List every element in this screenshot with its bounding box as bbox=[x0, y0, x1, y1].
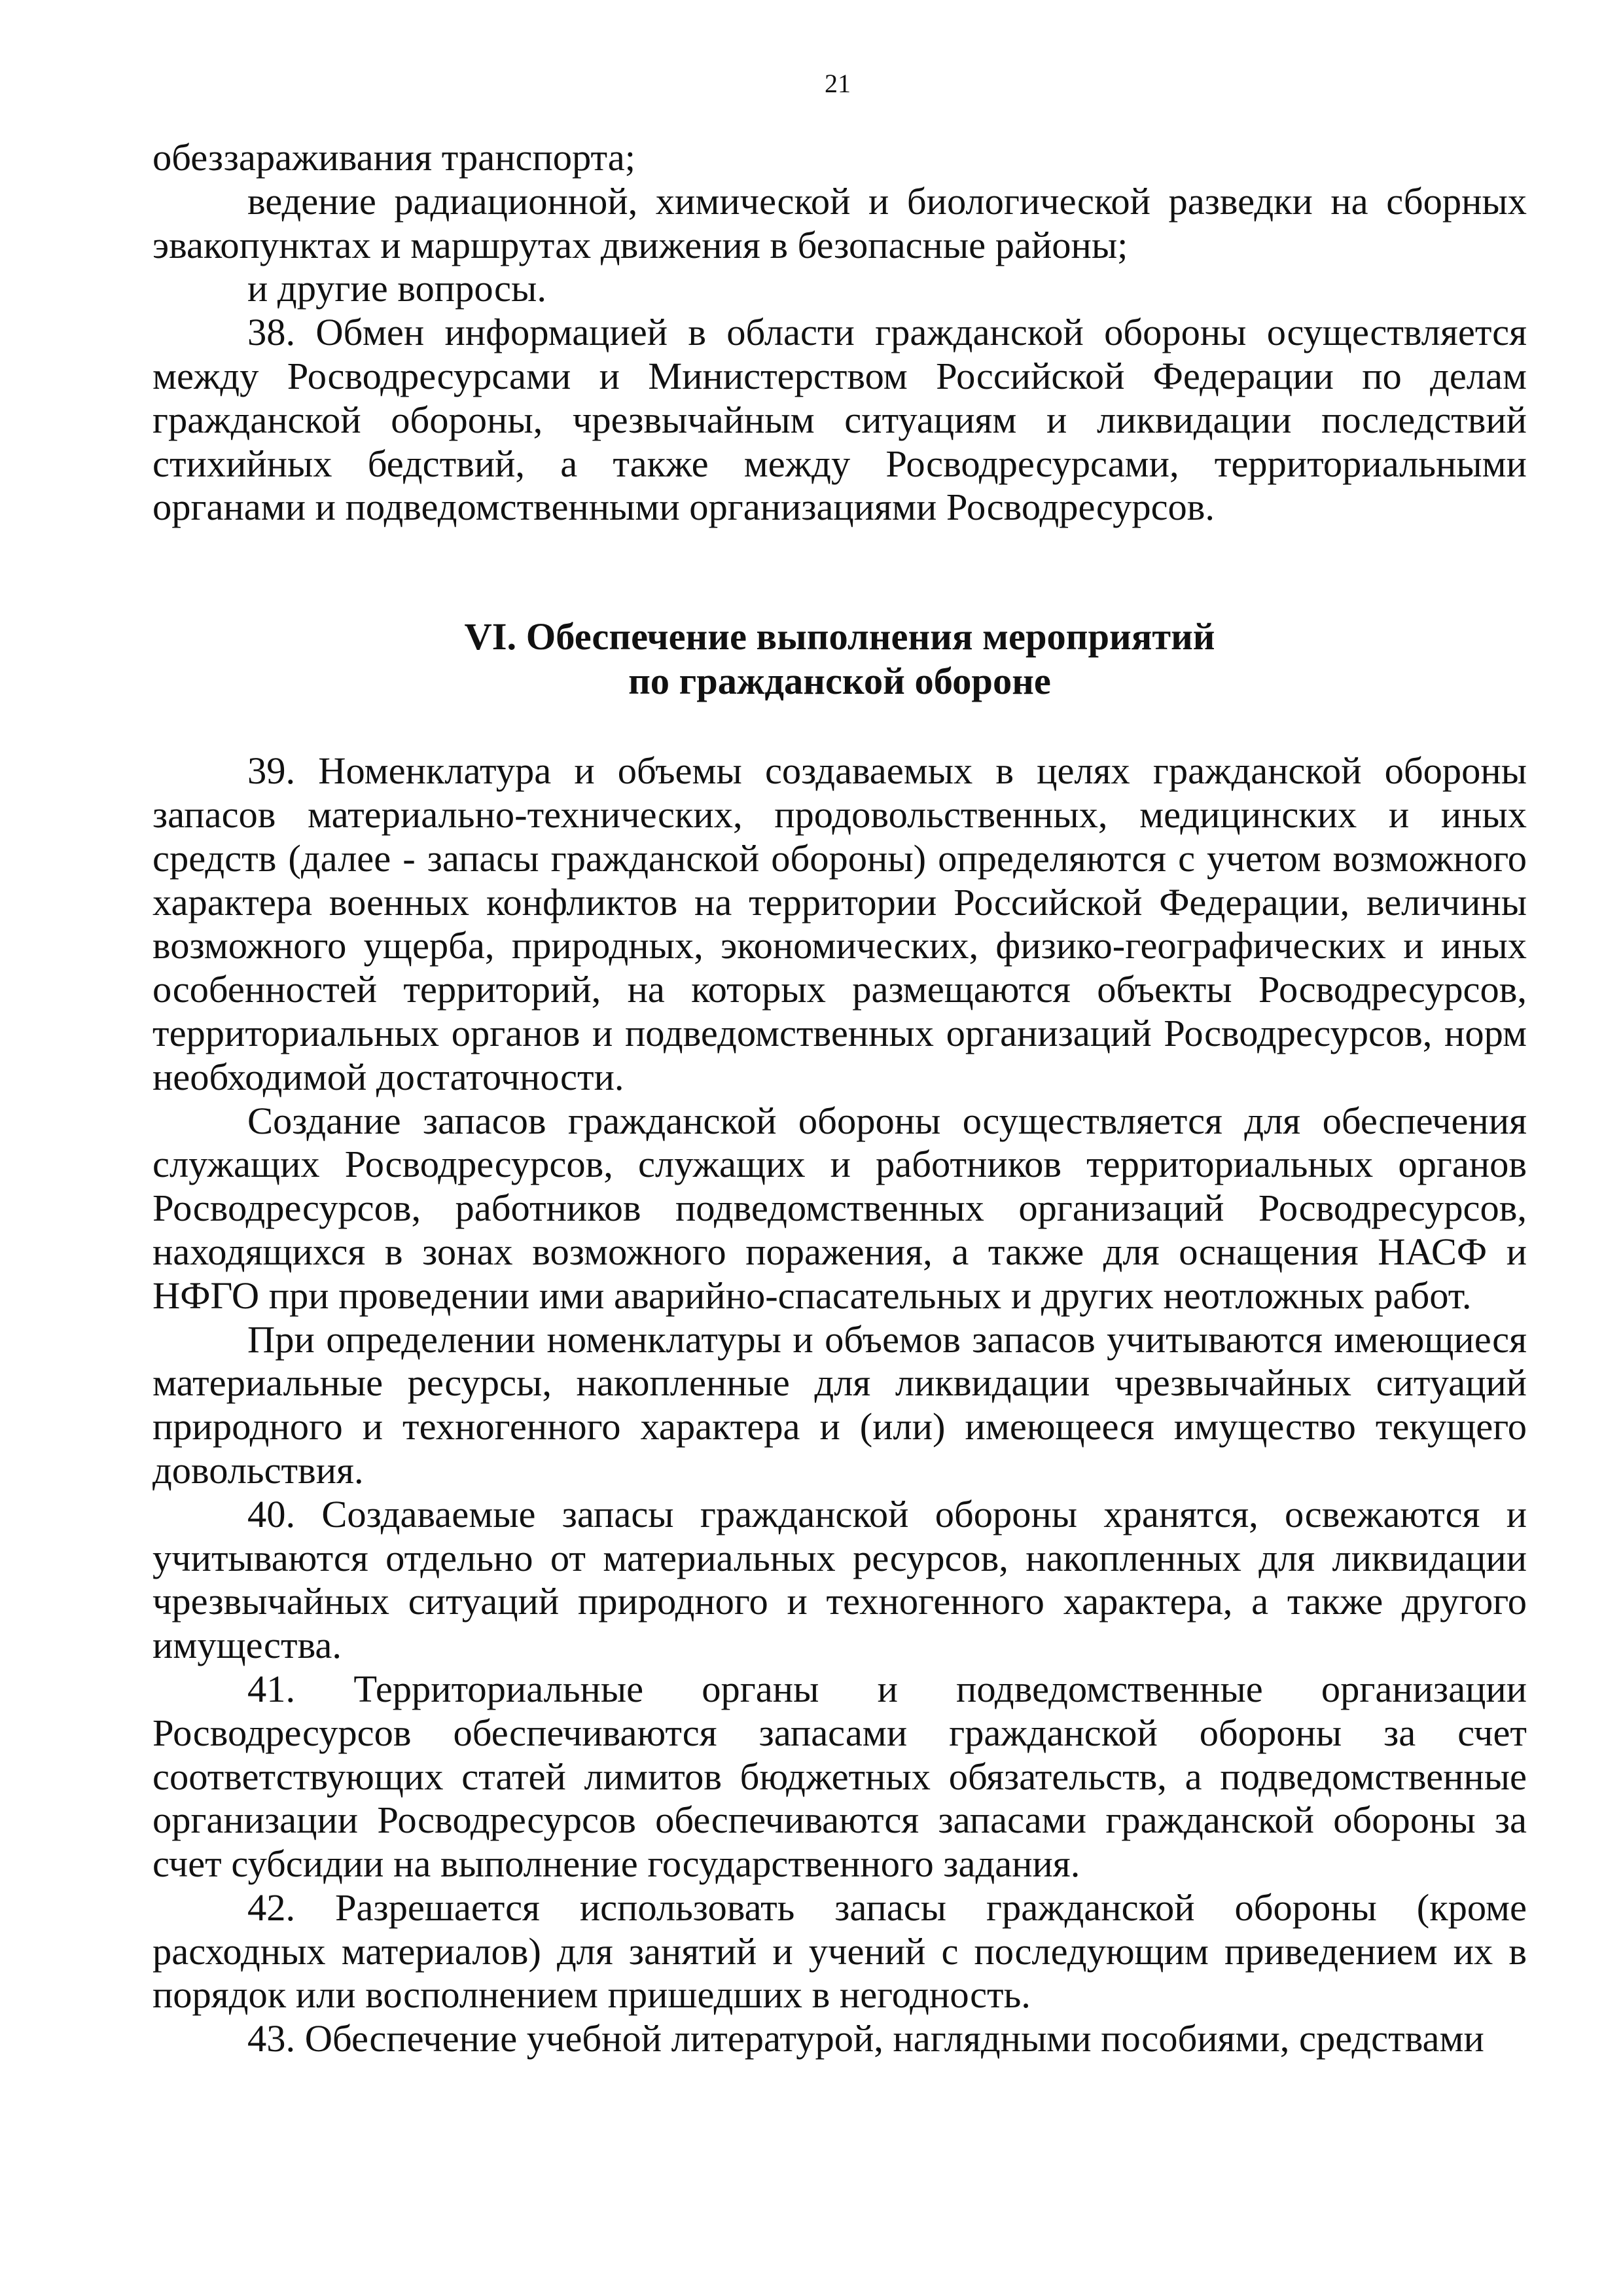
section-heading bbox=[152, 615, 1527, 704]
paragraph-40: 40. Создаваемые запасы гражданской обороны хранятся, освежаются и учитываются отдельно от материальных ресурсов, накопленных для ликвидации чрезвычайных ситуаций природного и техногенного характера, а также другого имущества. bbox=[152, 1492, 1527, 1667]
paragraph-39-creation: Создание запасов гражданской обороны осуществляется для обеспечения служащих Росводресурсов, служащих и работников территориальных органов Росводресурсов, работников подведомственных организаций Росводресурсов, находящихся в зонах возможного поражения, а также для оснащения НАСФ и НФГО при проведении ими аварийно-спасательных и других неотложных работ. bbox=[152, 1099, 1527, 1317]
document-body bbox=[152, 136, 1527, 2061]
paragraph-43: 43. Обеспечение учебной литературой, наглядными пособиями, средствами bbox=[247, 2017, 1484, 2060]
paragraph-reconnaissance: ведение радиационной, химической и биологической разведки на сборных эвакопунктах и маршрутах движения в безопасные районы; bbox=[152, 179, 1527, 266]
section-heading-line-1: VI. Обеспечение выполнения мероприятий bbox=[464, 615, 1215, 658]
paragraph-41: 41. Территориальные органы и подведомственные организации Росводресурсов обеспечиваются запасами гражданской обороны за счет соответствующих статей лимитов бюджетных обязательств, а подведомственные организации Росводресурсов обеспечиваются запасами гражданской обороны за счет субсидии на выполнение государственного задания. bbox=[152, 1667, 1527, 1886]
paragraph-continuation: обеззараживания транспорта; bbox=[152, 136, 636, 179]
section-heading-line-2: по гражданской обороне bbox=[628, 660, 1051, 703]
page-number: 21 bbox=[825, 69, 851, 98]
paragraph-39-determination: При определении номенклатуры и объемов запасов учитываются имеющиеся материальные ресурсы, накопленные для ликвидации чрезвычайных ситуаций природного и техногенного характера и (или) имеющееся имущество текущего довольствия. bbox=[152, 1318, 1527, 1492]
paragraph-38: 38. Обмен информацией в области гражданской обороны осуществляется между Росводресурсами и Министерством Российской Федерации по делам гражданской обороны, чрезвычайным ситуациям и ликвидации последствий стихийных бедствий, а также между Росводресурсами, территориальными органами и подведомственными организациями Росводресурсов. bbox=[152, 311, 1527, 529]
paragraph-42: 42. Разрешается использовать запасы гражданской обороны (кроме расходных материалов) для занятий и учений с последующим приведением их в порядок или восполнением пришедших в негодность. bbox=[152, 1886, 1527, 2017]
paragraph-other-issues: и другие вопросы. bbox=[247, 267, 546, 310]
paragraph-39: 39. Номенклатура и объемы создаваемых в целях гражданской обороны запасов материально-технических, продовольственных, медицинских и иных средств (далее - запасы гражданской обороны) определяются с учетом возможного характера военных конфликтов на территории Российской Федерации, величины возможного ущерба, природных, экономических, физико-географических и иных особенностей территорий, на которых размещаются объекты Росводресурсов, территориальных органов и подведомственных организаций Росводресурсов, норм необходимой достаточности. bbox=[152, 749, 1527, 1098]
